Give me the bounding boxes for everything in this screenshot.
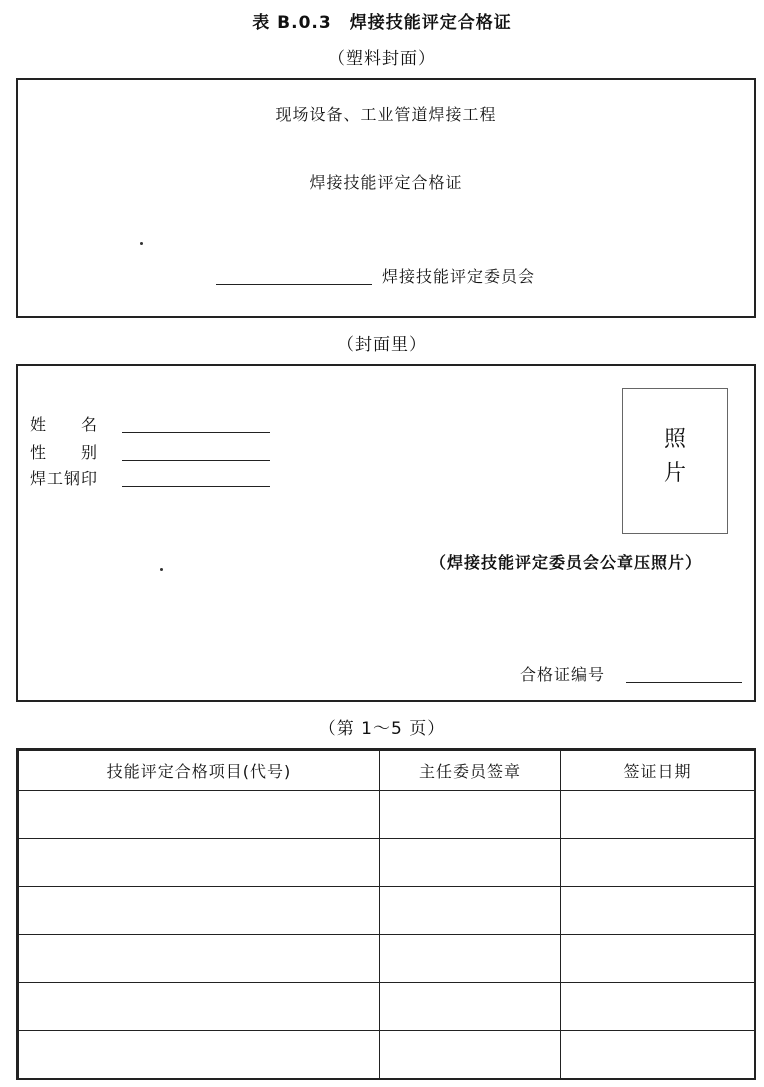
- header-visa-date: 签证日期: [561, 751, 755, 791]
- stamp-blank-line: [122, 486, 270, 487]
- table-row: [19, 1031, 755, 1079]
- page-title: 表 B.0.3 焊接技能评定合格证: [252, 13, 512, 33]
- print-speck: [160, 568, 163, 571]
- print-speck: [140, 242, 143, 245]
- table-cell[interactable]: [561, 983, 755, 1031]
- header-qualified-item: 技能评定合格项目(代号): [19, 751, 380, 791]
- cert-number-label: 合格证编号: [520, 665, 606, 684]
- table-cell[interactable]: [561, 791, 755, 839]
- cover-caption: （塑料封面）: [328, 49, 436, 69]
- cover-committee-label: 焊接技能评定委员会: [382, 267, 536, 286]
- table-cell[interactable]: [380, 839, 561, 887]
- name-label: 姓 名: [30, 415, 99, 434]
- table-cell[interactable]: [19, 983, 380, 1031]
- gender-blank-line: [122, 460, 270, 461]
- table-row: [19, 887, 755, 935]
- record-table-frame: [16, 748, 756, 1080]
- table-cell[interactable]: [19, 839, 380, 887]
- photo-char-1: 照: [663, 427, 686, 452]
- photo-placeholder: [622, 388, 728, 534]
- table-cell[interactable]: [380, 983, 561, 1031]
- table-cell[interactable]: [19, 887, 380, 935]
- table-cell[interactable]: [19, 935, 380, 983]
- table-header-row: [19, 751, 755, 791]
- table-row: [19, 983, 755, 1031]
- gender-label: 性 别: [30, 443, 99, 462]
- header-chair-signature: 主任委员签章: [380, 751, 561, 791]
- name-blank-line: [122, 432, 270, 433]
- table-cell[interactable]: [380, 935, 561, 983]
- photo-char-2: 片: [663, 461, 686, 486]
- record-table: [18, 750, 755, 1079]
- table-cell[interactable]: [19, 1031, 380, 1079]
- seal-note: （焊接技能评定委员会公章压照片）: [430, 553, 703, 572]
- table-cell[interactable]: [380, 791, 561, 839]
- cover-cert-title: 焊接技能评定合格证: [309, 173, 463, 192]
- table-row: [19, 935, 755, 983]
- cover-box: [16, 78, 756, 318]
- committee-blank-line: [216, 284, 372, 285]
- cert-number-blank-line: [626, 682, 742, 683]
- inside-caption: （封面里）: [337, 335, 427, 355]
- inside-box: [16, 364, 756, 702]
- table-cell[interactable]: [380, 1031, 561, 1079]
- cover-project-line: 现场设备、工业管道焊接工程: [275, 105, 497, 124]
- table-cell[interactable]: [561, 839, 755, 887]
- table-row: [19, 791, 755, 839]
- table-row: [19, 839, 755, 887]
- table-cell[interactable]: [561, 887, 755, 935]
- table-cell[interactable]: [19, 791, 380, 839]
- pages-caption: （第 1～5 页）: [318, 719, 446, 739]
- table-cell[interactable]: [561, 935, 755, 983]
- table-cell[interactable]: [380, 887, 561, 935]
- stamp-label: 焊工钢印: [30, 469, 99, 488]
- table-cell[interactable]: [561, 1031, 755, 1079]
